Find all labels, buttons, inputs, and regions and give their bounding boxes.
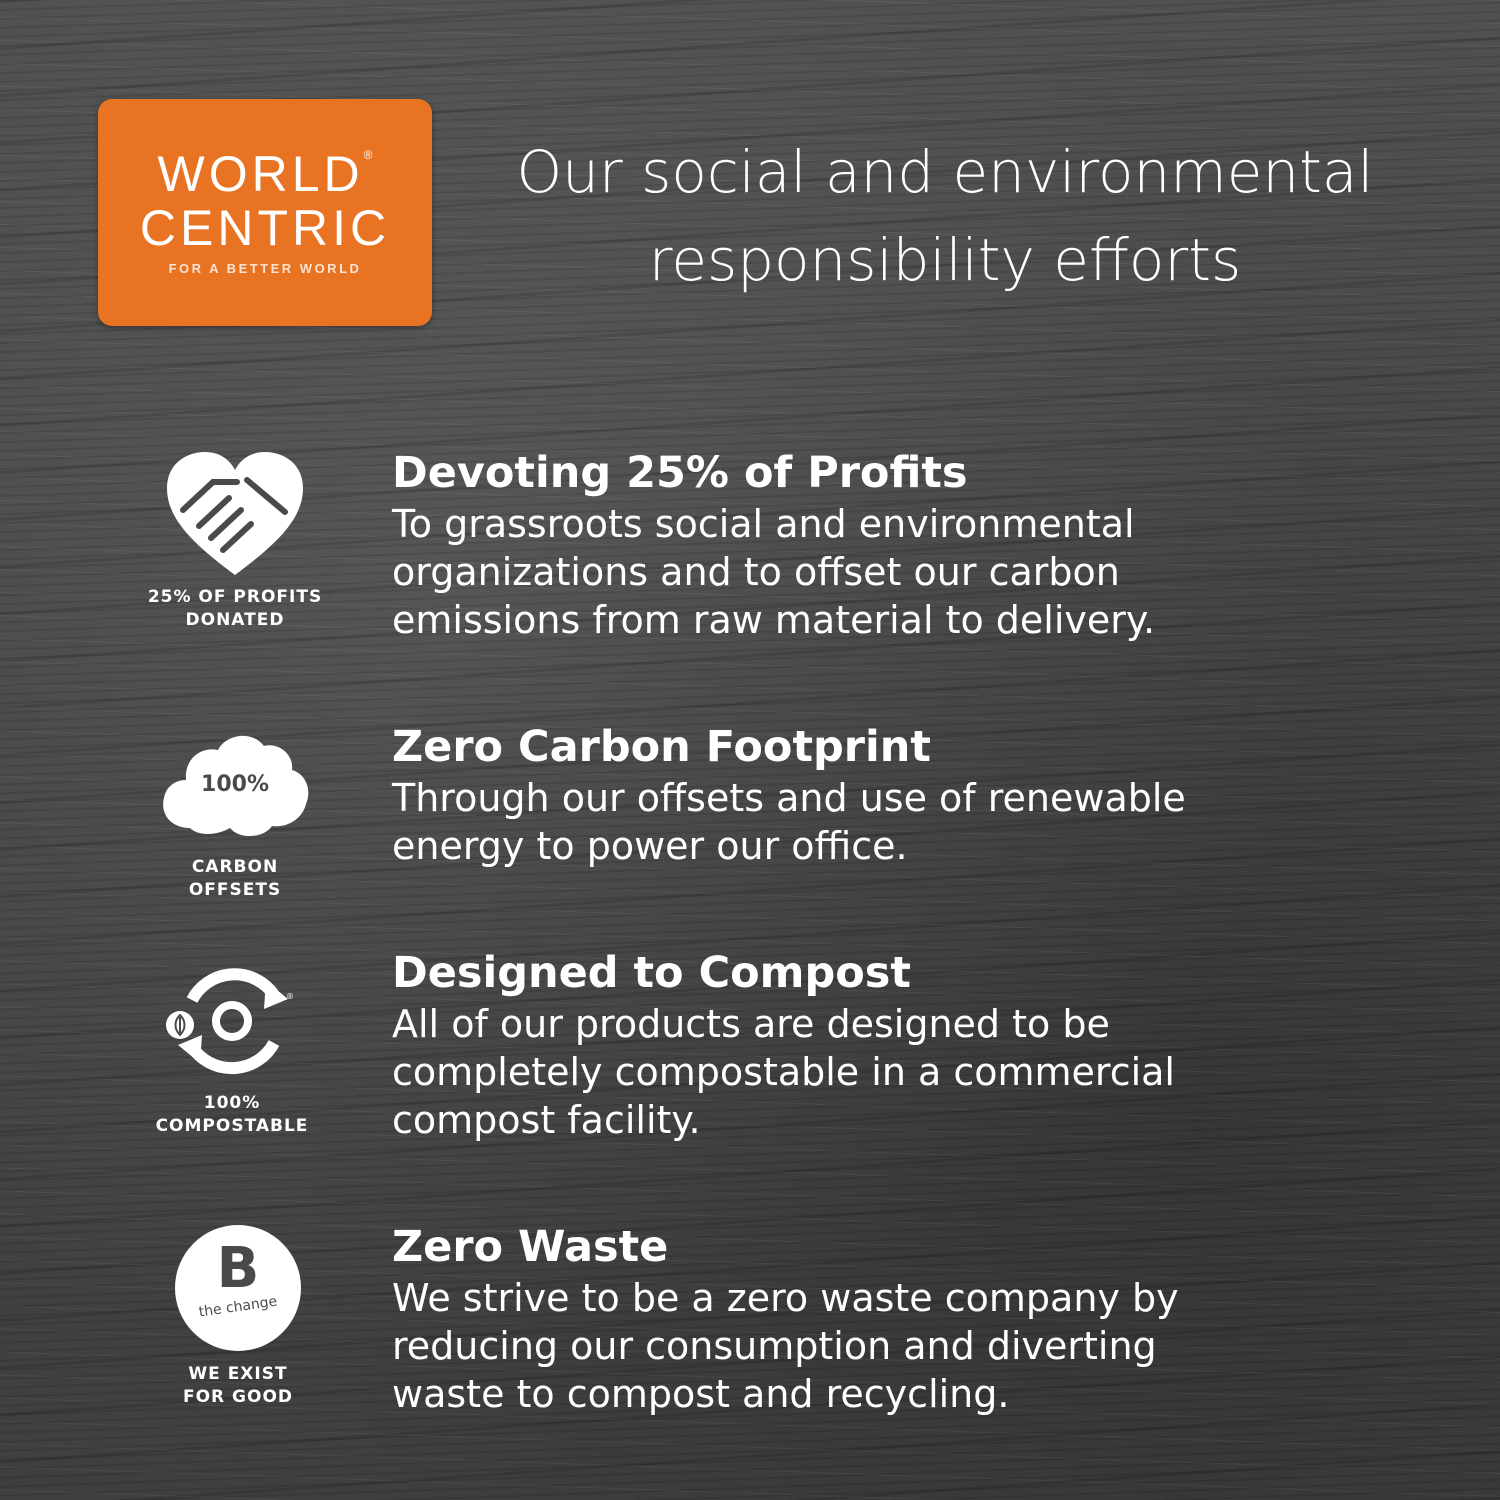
b-corp-tagline: the change <box>197 1293 279 1321</box>
feature-body-line: All of our products are designed to be <box>392 1002 1110 1046</box>
page-headline <box>470 128 1420 304</box>
headline-line-2: responsibility efforts <box>648 226 1242 294</box>
caption-line-1: 100% <box>203 1093 261 1113</box>
feature-title: Zero Carbon Footprint <box>392 722 931 772</box>
feature-body-line: Through our offsets and use of renewable <box>392 776 1186 820</box>
caption-line-1: 25% OF PROFITS <box>147 587 323 607</box>
caption-line-1: WE EXIST <box>188 1364 288 1384</box>
feature-body-line: energy to power our office. <box>392 824 908 868</box>
profits-badge <box>115 450 355 632</box>
b-letter: B <box>216 1236 260 1301</box>
feature-body-line: We strive to be a zero waste company by <box>392 1276 1179 1320</box>
feature-title: Devoting 25% of Profits <box>392 448 968 498</box>
feature-body-line: completely compostable in a commercial <box>392 1050 1175 1094</box>
logo-tagline: FOR A BETTER WORLD <box>168 261 362 276</box>
cloud-label: 100% <box>201 772 269 797</box>
heart-handshake-icon <box>165 450 305 580</box>
logo-line-1: WORLD® <box>157 146 373 202</box>
b-corp-icon <box>175 1225 301 1351</box>
compost-badge <box>112 955 352 1138</box>
feature-profits <box>392 446 1452 644</box>
caption-line-1: CARBON <box>191 857 279 877</box>
feature-title: Designed to Compost <box>392 948 911 998</box>
carbon-badge <box>115 728 355 902</box>
feature-carbon <box>392 720 1452 870</box>
caption-line-2: OFFSETS <box>188 880 282 900</box>
feature-compost <box>392 946 1452 1144</box>
svg-text:®: ® <box>286 992 294 1001</box>
feature-body-line: reducing our consumption and diverting <box>392 1324 1157 1368</box>
feature-body-line: compost facility. <box>392 1098 701 1142</box>
headline-line-1: Our social and environmental <box>516 138 1374 206</box>
feature-body-line: waste to compost and recycling. <box>392 1372 1010 1416</box>
bcorp-badge <box>118 1225 358 1409</box>
feature-title: Zero Waste <box>392 1222 669 1272</box>
feature-zero-waste <box>392 1220 1452 1418</box>
caption-line-2: COMPOSTABLE <box>155 1116 309 1136</box>
world-centric-logo <box>98 99 432 326</box>
feature-body-line: To grassroots social and environmental <box>392 502 1135 546</box>
feature-body-line: organizations and to offset our carbon <box>392 550 1120 594</box>
compost-cycle-icon <box>162 955 302 1090</box>
logo-line-2: CENTRIC <box>139 200 391 256</box>
feature-body-line: emissions from raw material to delivery. <box>392 598 1156 642</box>
caption-line-2: DONATED <box>185 610 285 630</box>
caption-line-2: FOR GOOD <box>182 1387 294 1407</box>
